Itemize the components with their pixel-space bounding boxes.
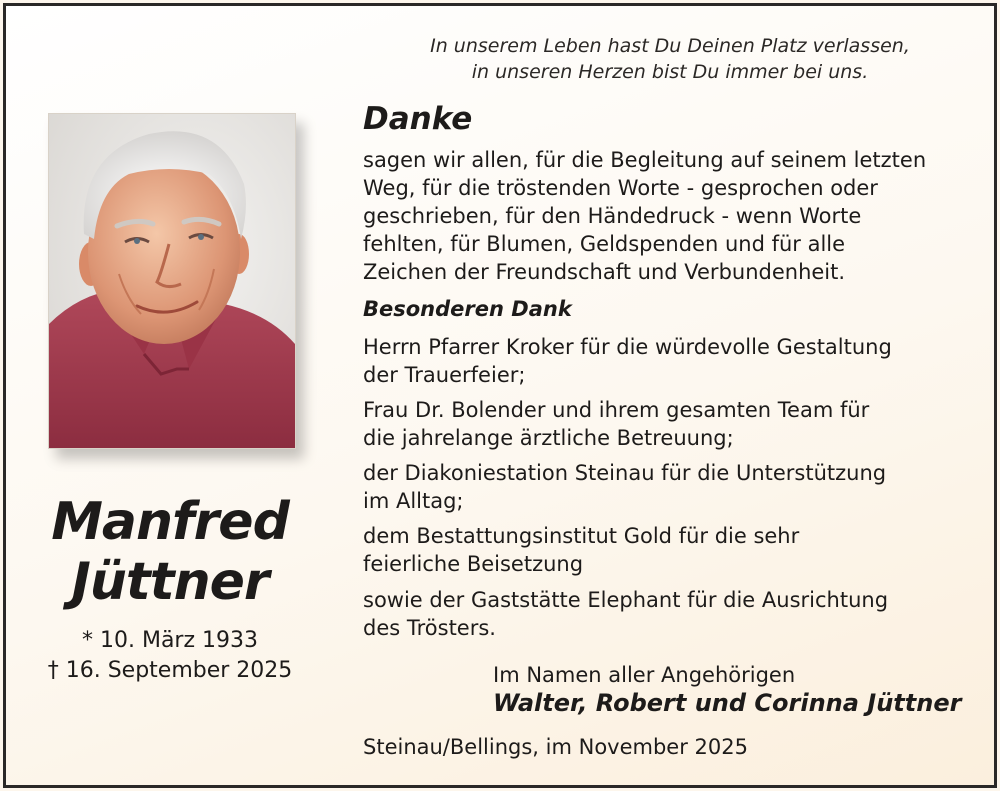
special-thanks-item — [363, 586, 973, 642]
motto — [370, 33, 970, 85]
portrait-illustration — [49, 114, 295, 448]
special-thanks-line: Frau Dr. Bolender und ihrem gesamten Team für — [363, 398, 870, 422]
motto-line-1: In unserem Leben hast Du Deinen Platz verlassen, — [430, 35, 910, 57]
portrait-photo — [48, 113, 296, 449]
special-thanks-line: im Alltag; — [363, 489, 464, 513]
special-thanks-item — [363, 459, 973, 515]
motto-line-2: in unseren Herzen bist Du immer bei uns. — [471, 61, 869, 83]
death-date: † 16. September 2025 — [47, 658, 293, 683]
thanks-title: Danke — [363, 101, 473, 137]
birth-date: * 10. März 1933 — [81, 628, 258, 653]
thanks-line: fehlten, für Blumen, Geldspenden und für alle — [363, 232, 846, 256]
special-thanks-title: Besonderen Dank — [363, 297, 572, 321]
special-thanks-item — [363, 396, 973, 452]
special-thanks-line: des Trösters. — [363, 616, 496, 640]
signers: Walter, Robert und Corinna Jüttner — [493, 689, 962, 717]
special-thanks-item — [363, 522, 973, 578]
thanks-line: Zeichen der Freundschaft und Verbundenheit. — [363, 260, 846, 284]
thanks-paragraph — [363, 146, 973, 286]
special-thanks-line: der Diakoniestation Steinau für die Unterstützung — [363, 461, 887, 485]
special-thanks-line: feierliche Beisetzung — [363, 552, 584, 576]
special-thanks-line: sowie der Gaststätte Elephant für die Ausrichtung — [363, 588, 889, 612]
special-thanks-line: dem Bestattungsinstitut Gold für die sehr — [363, 524, 800, 548]
on-behalf-line: Im Namen aller Angehörigen — [493, 663, 796, 687]
special-thanks-line: die jahrelange ärztliche Betreuung; — [363, 426, 734, 450]
first-name: Manfred — [51, 492, 289, 552]
special-thanks-line: der Trauerfeier; — [363, 363, 526, 387]
thanks-line: geschrieben, für den Händedruck - wenn Worte — [363, 204, 862, 228]
special-thanks-item — [363, 333, 973, 389]
thanks-line: sagen wir allen, für die Begleitung auf seinem letzten — [363, 148, 927, 172]
last-name: Jüttner — [71, 552, 269, 612]
deceased-name — [20, 492, 320, 612]
place-and-date: Steinau/Bellings, im November 2025 — [363, 735, 748, 759]
life-dates — [20, 626, 320, 686]
thanks-line: Weg, für die tröstenden Worte - gesprochen oder — [363, 176, 878, 200]
special-thanks-line: Herrn Pfarrer Kroker für die würdevolle Gestaltung — [363, 335, 892, 359]
